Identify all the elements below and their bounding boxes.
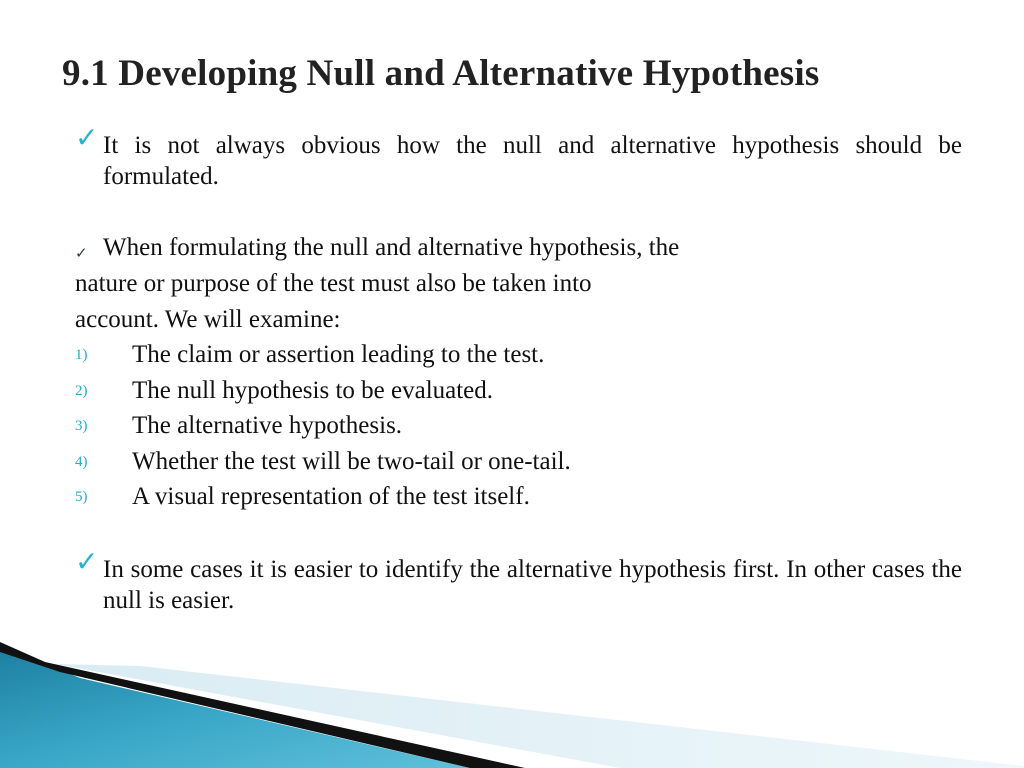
bullet-text: In some cases it is easier to identify the alternative hypothesis first. In other cases the null is easier. [103, 556, 962, 614]
check-icon: ✓ [75, 244, 88, 262]
list-number: 3) [75, 418, 88, 434]
list-number: 4) [75, 453, 88, 470]
check-icon: ✓ [75, 121, 99, 154]
check-icon: ✓ [75, 545, 99, 578]
bullet-text: It is not always obvious how the null and alternative hypothesis should be formulated. [103, 132, 962, 190]
bullet-text-line-3: account. We will examine: [75, 306, 341, 333]
list-text: Whether the test will be two-tail or one-tail. [132, 447, 571, 475]
bullet-not-obvious [75, 121, 962, 192]
list-number: 5) [75, 489, 88, 505]
list-text: The alternative hypothesis. [132, 412, 403, 439]
list-text: A visual representation of the test itself. [132, 483, 530, 510]
list-number: 2) [75, 382, 88, 399]
slide-title: 9.1 Developing Null and Alternative Hypothesis [62, 53, 820, 94]
list-text: The null hypothesis to be evaluated. [132, 376, 494, 404]
decorative-swoosh [0, 600, 1024, 768]
bullet-text-line-2: nature or purpose of the test must also be taken into [75, 270, 592, 297]
list-text: The claim or assertion leading to the test. [132, 341, 545, 368]
bullet-formulating [75, 232, 962, 335]
list-number: 1) [75, 347, 88, 363]
bullet-text-line-1: When formulating the null and alternative hypothesis, the [103, 234, 680, 261]
